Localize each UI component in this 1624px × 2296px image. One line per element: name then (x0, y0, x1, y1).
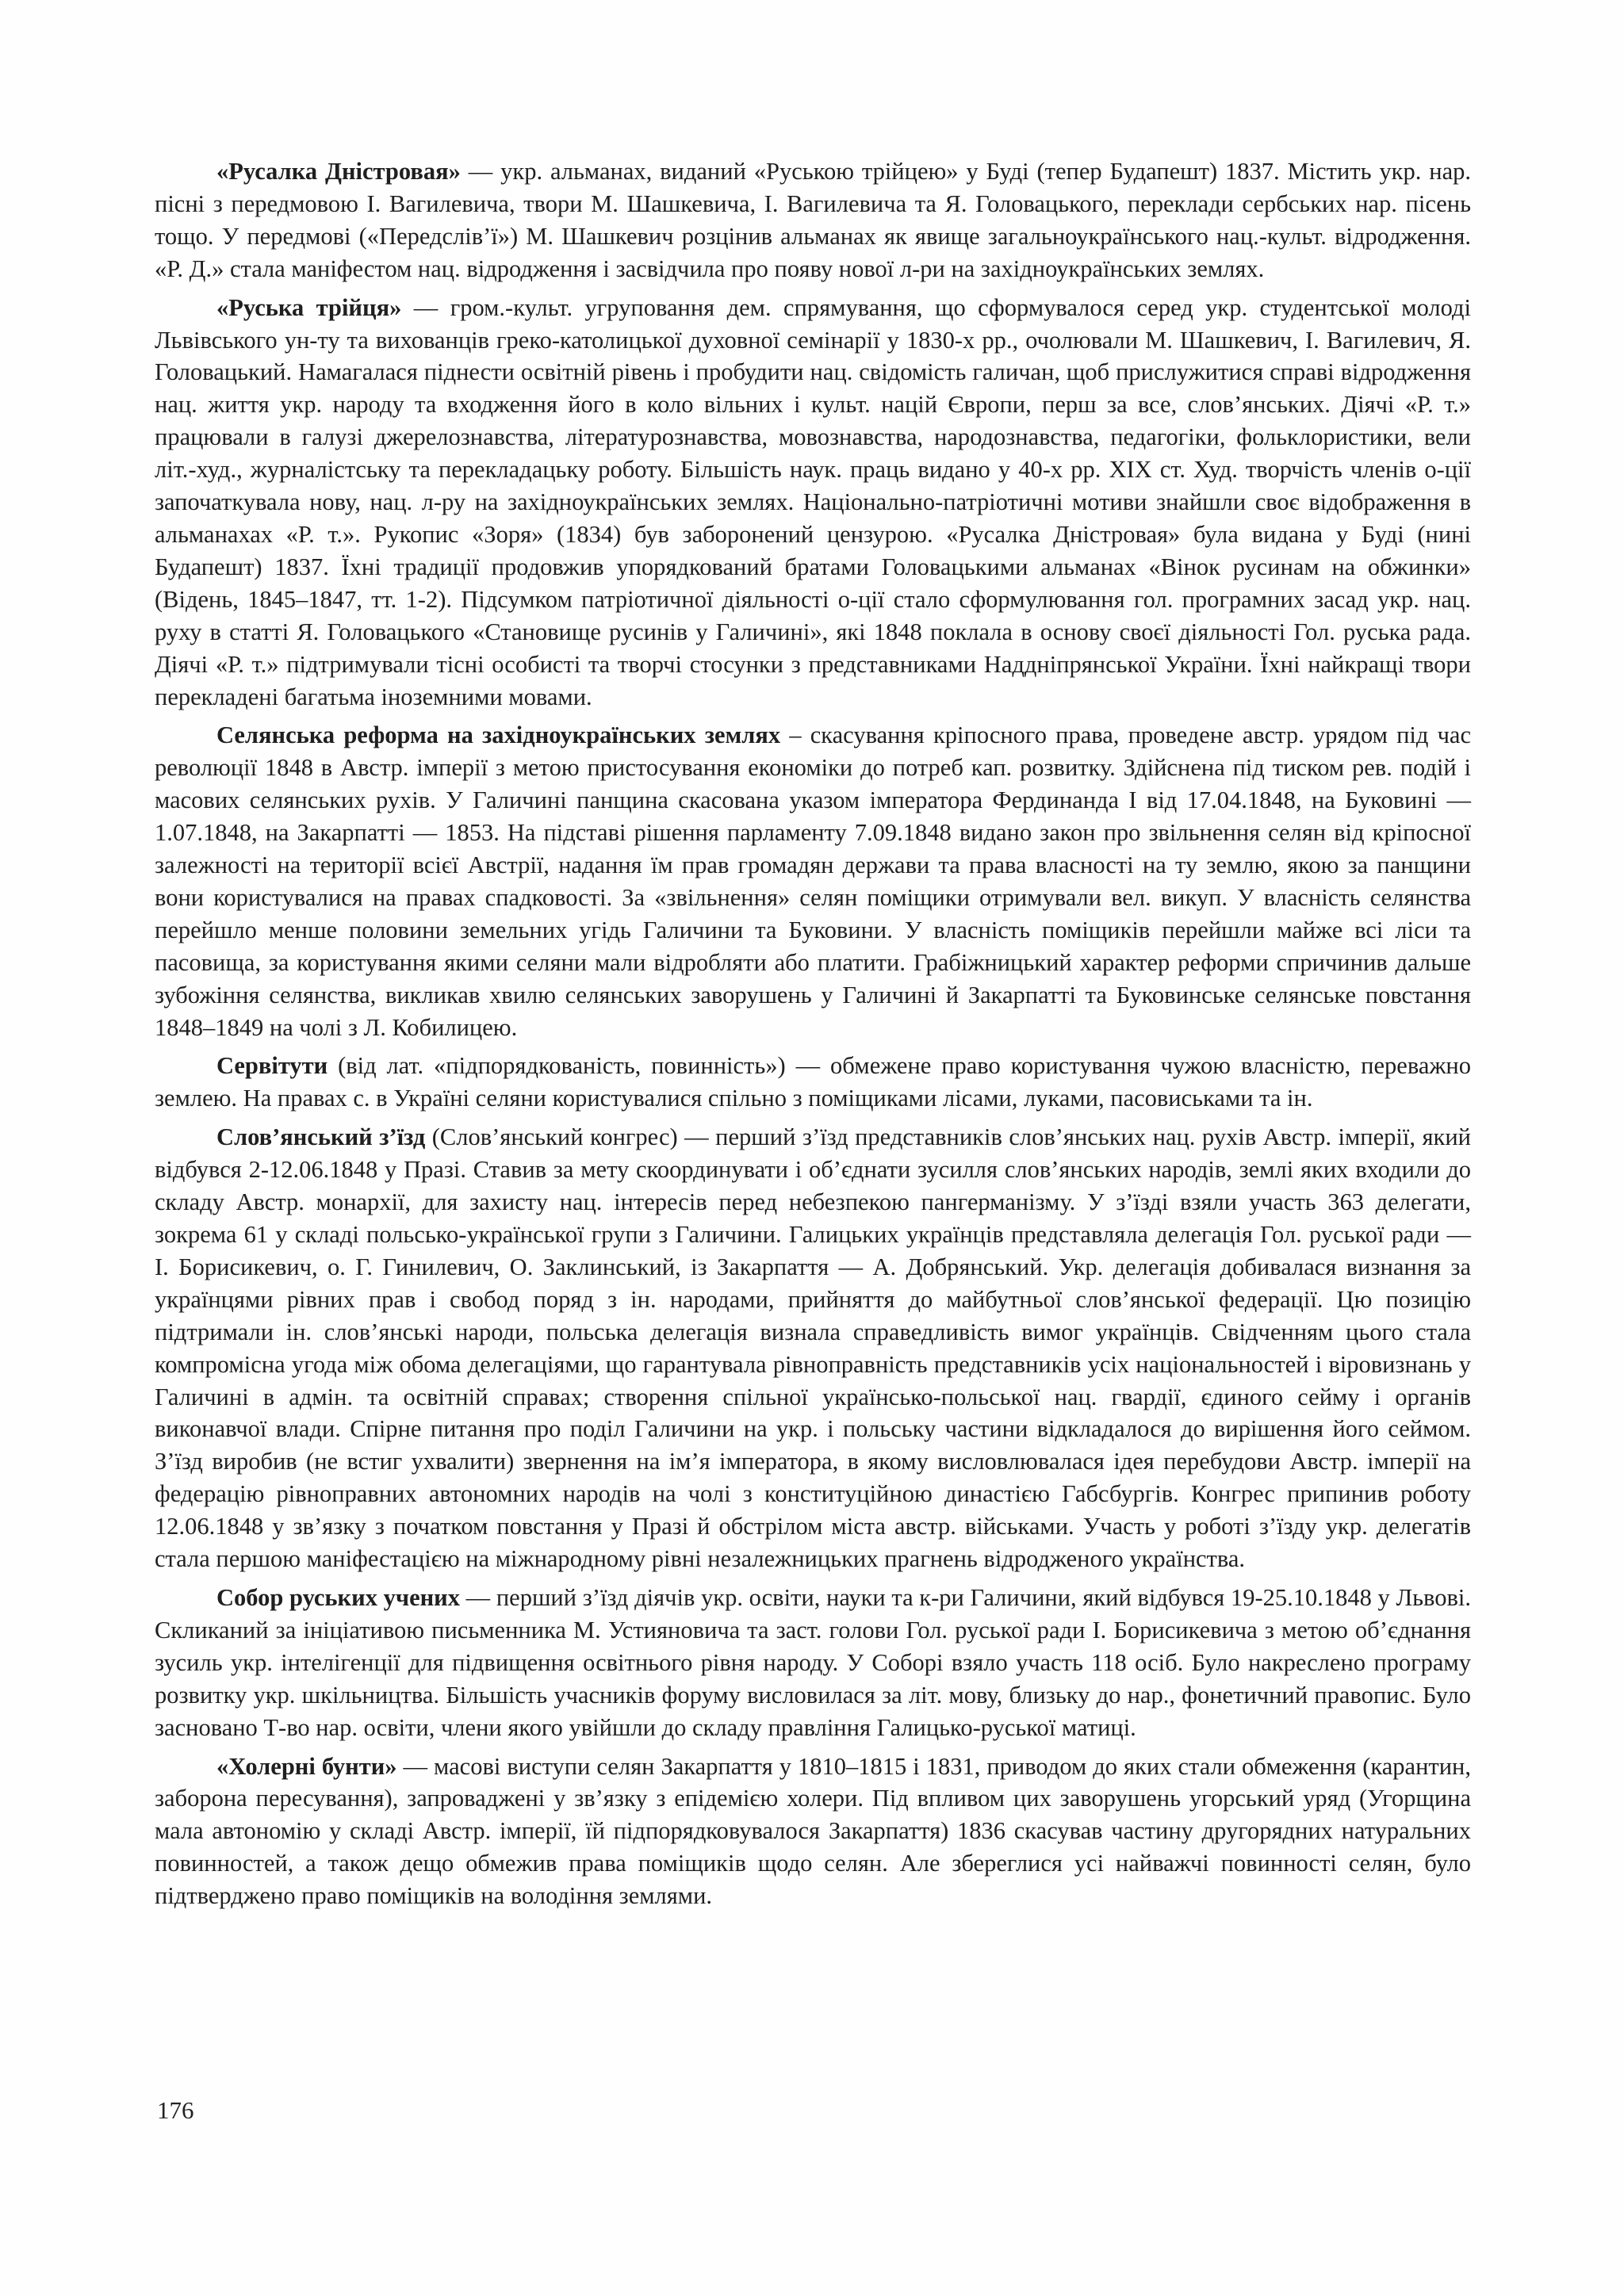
entry-text: — гром.-культ. угруповання дем. спрямування, що сформувалося серед укр. студентської молоді Львівського ун-ту та вихованців греко-католицької духовної семінарії у 1830-х рр., очолювали М. Шашкевич, І. Вагилевич, Я. Головацький. Намагалася піднести освітній рівень і пробудити нац. свідомість галичан, щоб прислужитися справі відродження нац. життя укр. народу та входження його в коло вільних і культ. націй Європи, перш за все, слов’янських. Діячі «Р. т.» працювали в галузі джерелознавства, літературознавства, мовознавства, народознавства, педагогіки, фольклористики, вели літ.-худ., журналістську та перекладацьку роботу. Більшість наук. праць видано у 40-х рр. XIX ст. Худ. творчість членів о-ції започаткувала нову, нац. л-ру на західноукраїнських землях. Національно-патріотичні мотиви знайшли своє відображення в альманахах «Р. т.». Рукопис «Зоря» (1834) був заборонений цензурою. «Русалка Дністровая» була видана у Буді (нині Будапешт) 1837. Їхні традиції продовжив упорядкований братами Головацькими альманах «Вінок русинам на обжинки» (Відень, 1845–1847, тт. 1-2). Підсумком патріотичної діяльності о-ції стало сформулювання гол. програмних засад укр. нац. руху в статті Я. Головацького «Становище русинів у Галичині», які 1848 поклала в основу своєї діяльності Гол. руська рада. Діячі «Р. т.» підтримували тісні особисті та творчі стосунки з представниками Наддніпрянської України. Їхні найкращі твори перекладені багатьма іноземними мовами. (155, 293, 1471, 710)
entry-text: (Слов’янський конгрес) — перший з’їзд представників слов’янських нац. рухів Австр. імперії, який відбувся 2-12.06.1848 у Празі. Ставив за мету скоординувати і об’єднати зусилля слов’янських народів, землі яких входили до складу Австр. монархії, для захисту нац. інтересів перед небезпекою пангерманізму. У з’їзді взяли участь 363 делегати, зокрема 61 у складі польсько-української групи з Галичини. Галицьких українців представляла делегація Гол. руської ради — І. Борисикевич, о. Г. Гинилевич, О. Заклинський, із Закарпаття — А. Добрянський. Укр. делегація добивалася визнання за українцями рівних прав і свобод поряд з ін. народами, прийняття до майбутньої слов’янської федерації. Цю позицію підтримали ін. слов’янські народи, польська делегація визнала справедливість вимог українців. Свідченням цього стала компромісна угода між обома делегаціями, що гарантувала рівноправність представників усіх національностей і віровизнань у Галичині в адмін. та освітній справах; створення спільної українсько-польської нац. гвардії, єдиного сейму і органів виконавчої влади. Спірне питання про поділ Галичини на укр. і польську частини відкладалося до вирішення його сеймом. З’їзд виробив (не встиг ухвалити) звернення на ім’я імператора, в якому висловлювалася ідея перебудови Австр. імперії на федерацію рівноправних автономних народів на чолі з конституційною династією Габсбургів. Конгрес припинив роботу 12.06.1848 у зв’язку з початком повстання у Празі й обстрілом міста австр. військами. Участь у роботі з’їзду укр. делегатів стала першою маніфестацією на міжнародному рівні незалежницьких прагнень відродженого українства. (155, 1123, 1471, 1573)
entry-text: – скасування кріпосного права, проведене австр. урядом під час революції 1848 в Австр. імперії з метою пристосування економіки до потреб кап. розвитку. Здійснена під тиском рев. подій і масових селянських рухів. У Галичині панщина скасована указом імператора Фердинанда I від 17.04.1848, на Буковині — 1.07.1848, на Закарпатті — 1853. На підставі рішення парламенту 7.09.1848 видано закон про звільнення селян від кріпосної залежності на території всієї Австрії, надання їм прав громадян держави та права власності на ту землю, якою за панщини вони користувалися на правах спадковості. За «звільнення» селян поміщики отримували вел. викуп. У власність селянства перейшло менше половини земельних угідь Галичини та Буковини. У власність поміщиків перейшли майже всі ліси та пасовища, за користування якими селяни мали відробляти або платити. Грабіжницький характер реформи спричинив дальше зубожіння селянства, викликав хвилю селянських заворушень у Галичині й Закарпатті та Буковинське селянське повстання 1848–1849 на чолі з Л. Кобилицею. (155, 721, 1471, 1041)
entry-term: «Русалка Дністровая» (216, 158, 461, 185)
entry-kholerni-bunty (155, 1751, 1471, 1913)
page-number: 176 (157, 2096, 194, 2124)
entry-rusalka-dnistrovaia (155, 155, 1471, 285)
entry-ruska-triitsia (155, 292, 1471, 714)
entry-text: (від лат. «підпорядкованість, повинність») — обмежене право користування чужою власністю, переважно землею. На правах с. в Україні селяни користувалися спільно з поміщиками лісами, луками, пасовиськами та ін. (155, 1052, 1471, 1112)
entry-term: Собор руських учених (216, 1583, 460, 1611)
entry-term: «Руська трійця» (216, 293, 402, 321)
entry-term: Слов’янський з’їзд (216, 1123, 426, 1151)
entry-text: — перший з’їзд діячів укр. освіти, науки та к-ри Галичини, який відбувся 19-25.10.1848 у Львові. Скликаний за ініціативою письменника М. Устияновича та заст. голови Гол. руської ради І. Борисикевича з метою об’єднання зусиль укр. інтелігенції для підвищення освітнього рівня народу. У Соборі взяло участь 118 осіб. Було накреслено програму розвитку укр. шкільництва. Більшість учасників форуму висловилася за літ. мову, близьку до нар., фонетичний правопис. Було засновано Т-во нар. освіти, члени якого увійшли до складу правління Галицько-руської матиці. (155, 1583, 1471, 1741)
entry-selianska-reforma (155, 719, 1471, 1043)
page-body (155, 155, 1471, 1912)
entry-slovianskyi-zizd (155, 1121, 1471, 1575)
entry-term: Селянська реформа на західноукраїнських землях (216, 721, 781, 749)
entry-servituty (155, 1050, 1471, 1115)
entry-sobor-ruskykh-uchenykh (155, 1582, 1471, 1744)
entry-term: «Холерні бунти» (216, 1752, 397, 1780)
entry-text: — укр. альманах, виданий «Руською трійцею» у Буді (тепер Будапешт) 1837. Містить укр. нар. пісні з передмовою І. Вагилевича, твори М. Шашкевича, І. Вагилевича та Я. Головацького, переклади сербських нар. пісень тощо. У передмові («Передслів’ї») М. Шашкевич розцінив альманах як явище загальноукраїнського нац.-культ. відродження. «Р. Д.» стала маніфестом нац. відродження і засвідчила про появу нової л-ри на західноукраїнських землях. (155, 158, 1471, 282)
entry-term: Сервітути (216, 1052, 328, 1080)
entry-text: — масові виступи селян Закарпаття у 1810–1815 і 1831, приводом до яких стали обмеження (карантин, заборона пересування), запроваджені у зв’язку з епідемією холери. Під впливом цих заворушень угорський уряд (Угорщина мала автономію у складі Австр. імперії, їй підпорядковувалося Закарпаття) 1836 скасував частину другорядних натуральних повинностей, а також дещо обмежив права поміщиків щодо селян. Але збереглися усі найважчі повинності селян, було підтверджено право поміщиків на володіння землями. (155, 1752, 1471, 1910)
